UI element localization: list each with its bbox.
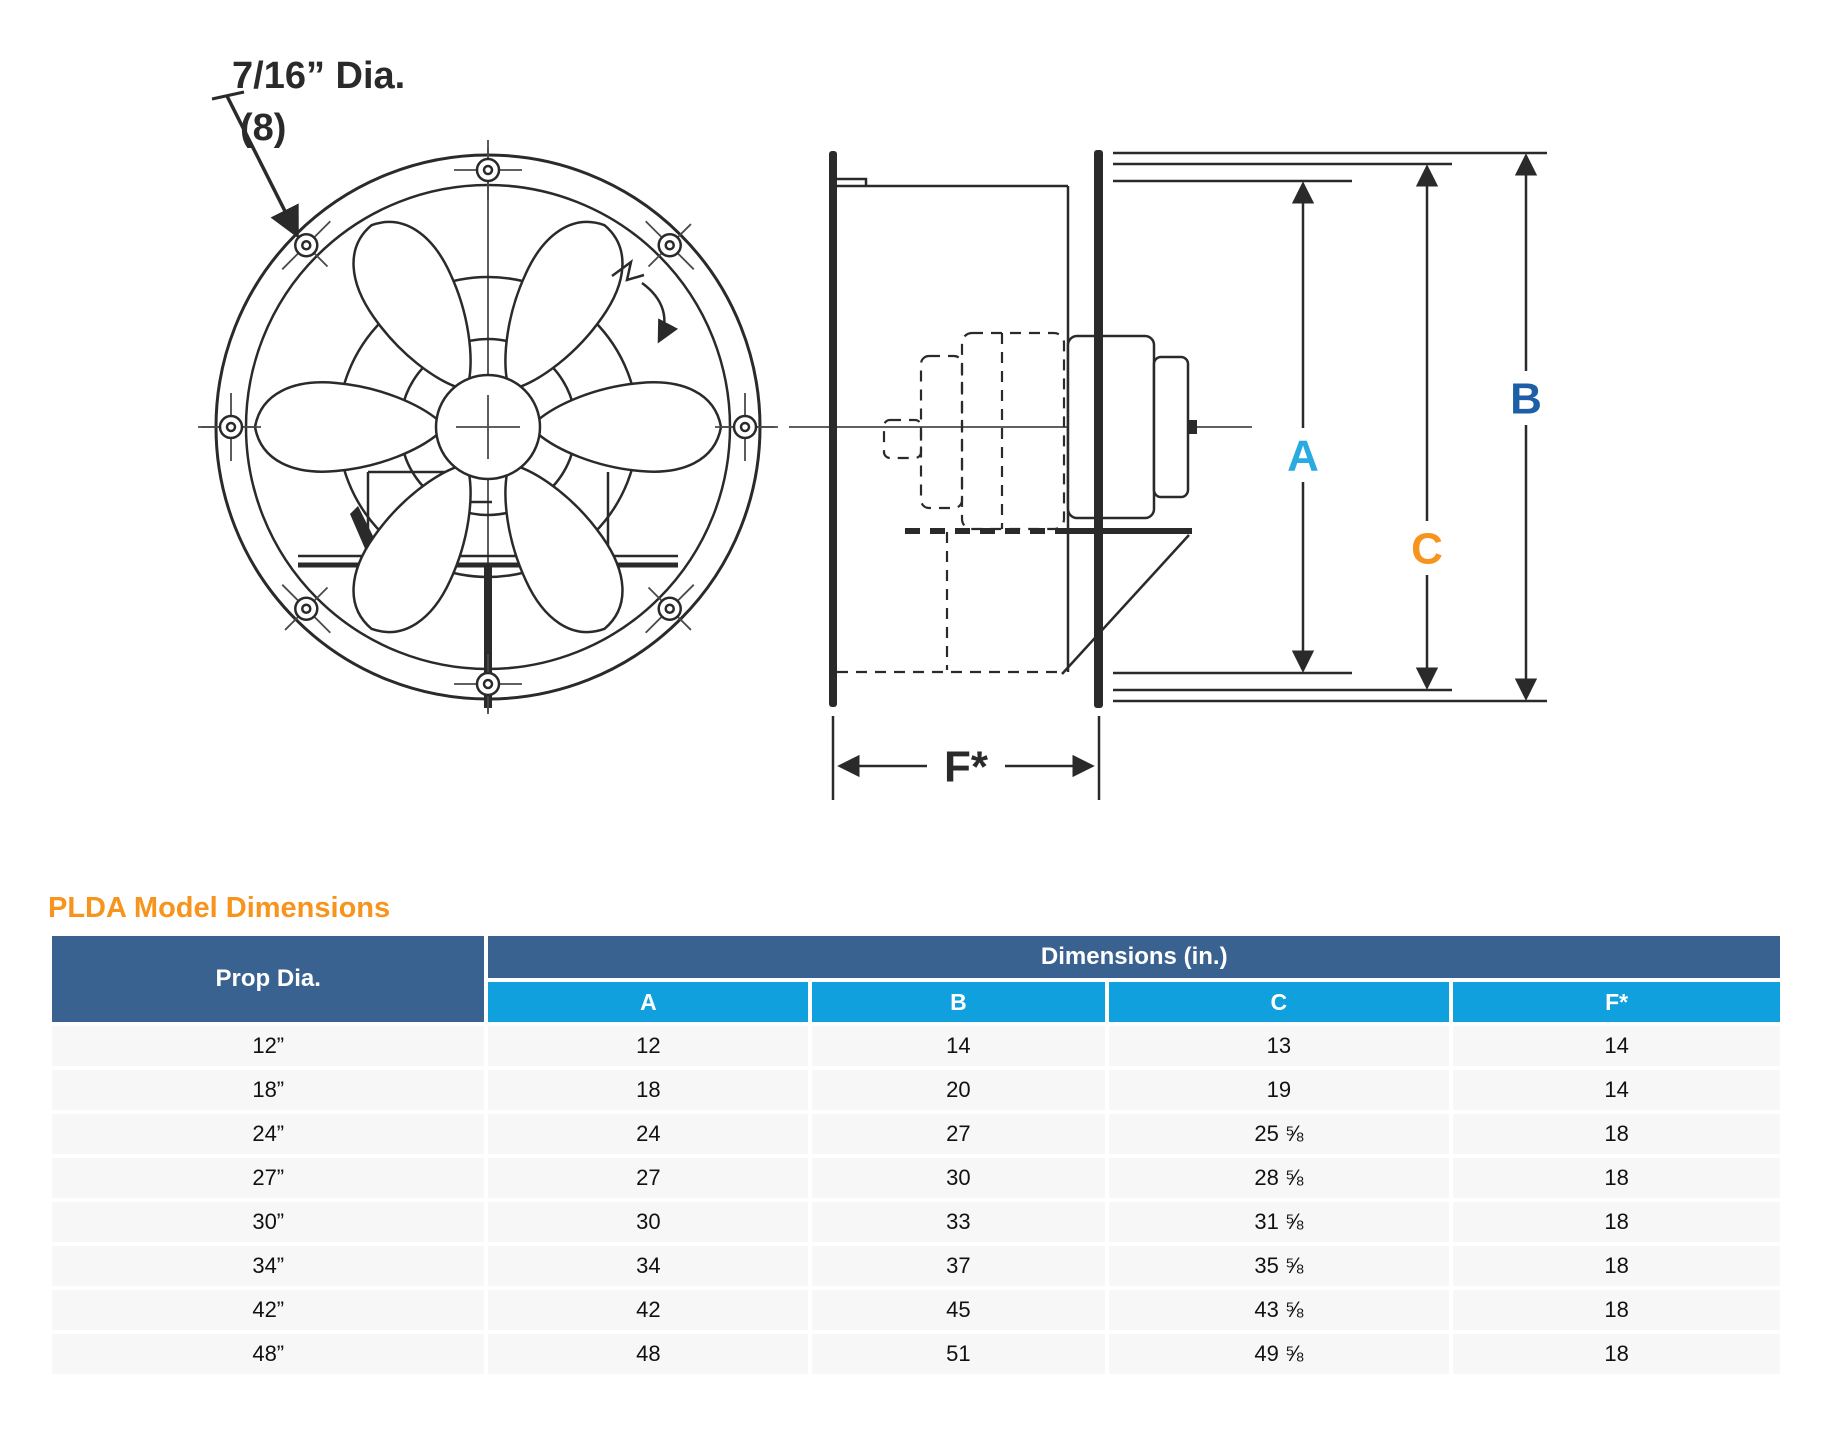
col-header-dimensions: Dimensions (in.) <box>486 934 1782 980</box>
inlet-flange-bar <box>829 151 837 707</box>
cell-prop-dia: 34” <box>50 1244 486 1288</box>
dimensions-section <box>48 892 1784 1378</box>
hole-diameter-label: 7/16” Dia. <box>232 55 406 97</box>
cell-prop-dia: 18” <box>50 1068 486 1112</box>
cell-c: 25 ⅝ <box>1107 1112 1452 1156</box>
cell-prop-dia: 42” <box>50 1288 486 1332</box>
cell-f: 18 <box>1451 1112 1782 1156</box>
cell-c: 31 ⅝ <box>1107 1200 1452 1244</box>
cell-b: 20 <box>810 1068 1106 1112</box>
table-row <box>50 1288 1782 1332</box>
cell-b: 33 <box>810 1200 1106 1244</box>
wall-panel-bar <box>1094 150 1103 708</box>
col-header-c: C <box>1107 980 1452 1024</box>
col-header-a: A <box>486 980 810 1024</box>
col-header-prop-dia: Prop Dia. <box>50 934 486 1024</box>
cell-c: 28 ⅝ <box>1107 1156 1452 1200</box>
cell-a: 42 <box>486 1288 810 1332</box>
dim-f <box>833 716 1099 800</box>
motor-hidden-dashed <box>884 333 1064 529</box>
cell-a: 24 <box>486 1112 810 1156</box>
cell-f: 18 <box>1451 1332 1782 1376</box>
cell-f: 18 <box>1451 1200 1782 1244</box>
cell-prop-dia: 30” <box>50 1200 486 1244</box>
table-row <box>50 1244 1782 1288</box>
cell-f: 18 <box>1451 1288 1782 1332</box>
dim-label-c: C <box>1411 524 1443 574</box>
cell-prop-dia: 27” <box>50 1156 486 1200</box>
cell-f: 18 <box>1451 1156 1782 1200</box>
cell-c: 13 <box>1107 1024 1452 1068</box>
cell-a: 27 <box>486 1156 810 1200</box>
fan-blade <box>534 382 722 471</box>
cell-a: 48 <box>486 1332 810 1376</box>
motor-end-solid <box>1068 336 1197 518</box>
table-row <box>50 1156 1782 1200</box>
table-title: PLDA Model Dimensions <box>48 892 391 924</box>
cell-b: 27 <box>810 1112 1106 1156</box>
col-header-b: B <box>810 980 1106 1024</box>
cell-c: 35 ⅝ <box>1107 1244 1452 1288</box>
table-row <box>50 1200 1782 1244</box>
hole-count-label: (8) <box>240 107 287 149</box>
cell-f: 18 <box>1451 1244 1782 1288</box>
fan-front-view <box>198 55 778 714</box>
dim-label-a: A <box>1287 431 1319 481</box>
cell-b: 45 <box>810 1288 1106 1332</box>
cell-b: 51 <box>810 1332 1106 1376</box>
cell-b: 14 <box>810 1024 1106 1068</box>
cell-f: 14 <box>1451 1024 1782 1068</box>
cell-f: 14 <box>1451 1068 1782 1112</box>
cell-prop-dia: 12” <box>50 1024 486 1068</box>
fan-side-view <box>789 150 1548 800</box>
cell-prop-dia: 24” <box>50 1112 486 1156</box>
dim-label-b: B <box>1510 374 1542 424</box>
cell-a: 12 <box>486 1024 810 1068</box>
table-row <box>50 1112 1782 1156</box>
bolt-hole-note <box>212 55 405 235</box>
plda-dimensions-table <box>48 932 1784 1378</box>
dim-label-f: F* <box>944 742 988 792</box>
fan-housing-side <box>837 179 1068 672</box>
table-row <box>50 1068 1782 1112</box>
col-header-f: F* <box>1451 980 1782 1024</box>
fan-blade <box>255 382 443 471</box>
table-row <box>50 1332 1782 1376</box>
cell-c: 19 <box>1107 1068 1452 1112</box>
cell-a: 18 <box>486 1068 810 1112</box>
cell-a: 34 <box>486 1244 810 1288</box>
cell-b: 37 <box>810 1244 1106 1288</box>
cell-prop-dia: 48” <box>50 1332 486 1376</box>
dimension-arrows <box>1281 156 1548 698</box>
cell-b: 30 <box>810 1156 1106 1200</box>
cell-c: 49 ⅝ <box>1107 1332 1452 1376</box>
cell-a: 30 <box>486 1200 810 1244</box>
table-row <box>50 1024 1782 1068</box>
cell-c: 43 ⅝ <box>1107 1288 1452 1332</box>
